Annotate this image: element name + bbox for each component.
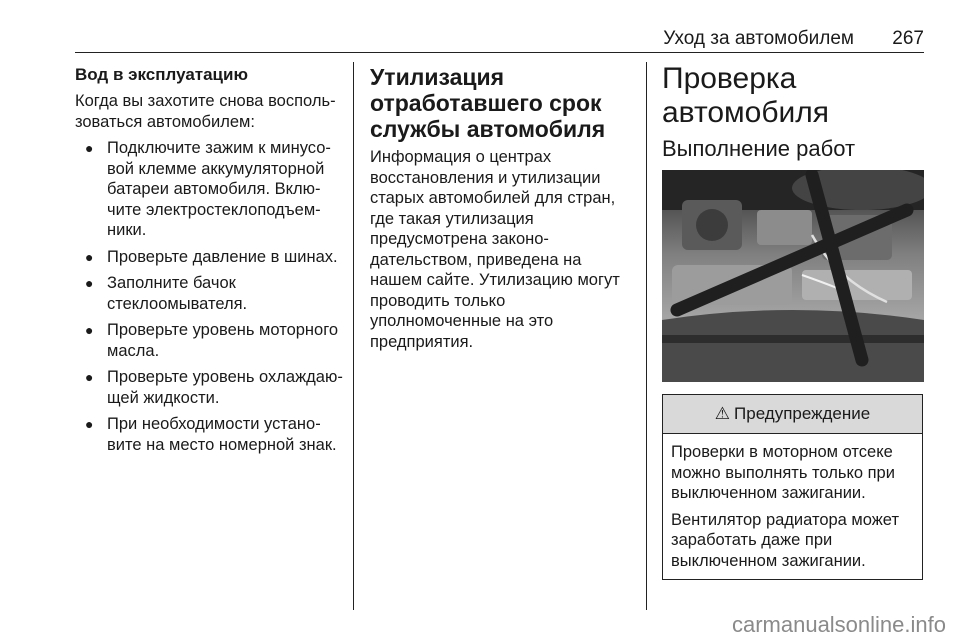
warning-triangle-icon: ⚠	[714, 404, 731, 423]
page-header	[75, 22, 924, 53]
column-divider	[353, 62, 354, 610]
bullet-icon: ●	[85, 140, 94, 156]
body-text: Информация о центрах восстановления и утилизации старых автомобилей для стран, где такая утилизация предусмотрена законодательством, приведена на нашем сайте. Утилизацию могут проводить только уполномоченные на это предприятия.	[370, 148, 620, 351]
bullet-icon: ●	[85, 275, 94, 291]
column-divider	[646, 62, 647, 610]
list-item: ● Заполните бачок стеклоомывателя.	[85, 274, 248, 313]
warning-header	[663, 395, 922, 434]
bullet-icon: ●	[85, 248, 94, 265]
bullet-icon: ●	[85, 369, 94, 385]
chapter-heading: Проверка автомобиля	[662, 62, 830, 129]
list-item: ● Подключите зажим к минусовой клемме аккумуляторной батареи автомобиля. Включите электростеклоподъемники.	[85, 139, 331, 239]
warning-body	[663, 434, 922, 579]
bullet-icon: ●	[85, 416, 94, 432]
engine-bay-illustration	[662, 170, 924, 382]
section-heading: Вод в эксплуатацию	[75, 65, 248, 84]
engine-bay-photo	[662, 170, 924, 382]
list-item: ● При необходимости установите на место номерной знак.	[85, 415, 337, 454]
column-right	[662, 64, 924, 580]
list-item: ● Проверьте уровень моторного масла.	[85, 321, 339, 360]
list-item: ● Проверьте давление в шинах.	[85, 247, 338, 266]
column-middle	[370, 64, 636, 352]
intro-text: Когда вы захотите снова воспользоваться автомобилем:	[75, 92, 336, 131]
watermark-text: carmanualsonline.info	[731, 612, 946, 637]
list-item: ● Проверьте уровень охлаждающей жидкости.	[85, 368, 343, 407]
warning-paragraph: Вентилятор радиатора может заработать даже при выключенном зажигании.	[671, 510, 899, 570]
column-left	[75, 64, 347, 461]
page-number: 267	[892, 28, 924, 49]
bullet-icon: ●	[85, 322, 94, 338]
checklist	[75, 138, 347, 455]
warning-box	[662, 394, 923, 580]
header-title: Уход за автомобилем	[663, 28, 854, 49]
warning-paragraph: Проверки в моторном отсеке можно выполнять только при выключенном зажигании.	[671, 443, 895, 502]
warning-title: Предупреждение	[734, 404, 871, 423]
section-heading: Утилизация отработавшего срок службы автомобиля	[370, 64, 606, 142]
subsection-heading: Выполнение работ	[662, 136, 856, 161]
